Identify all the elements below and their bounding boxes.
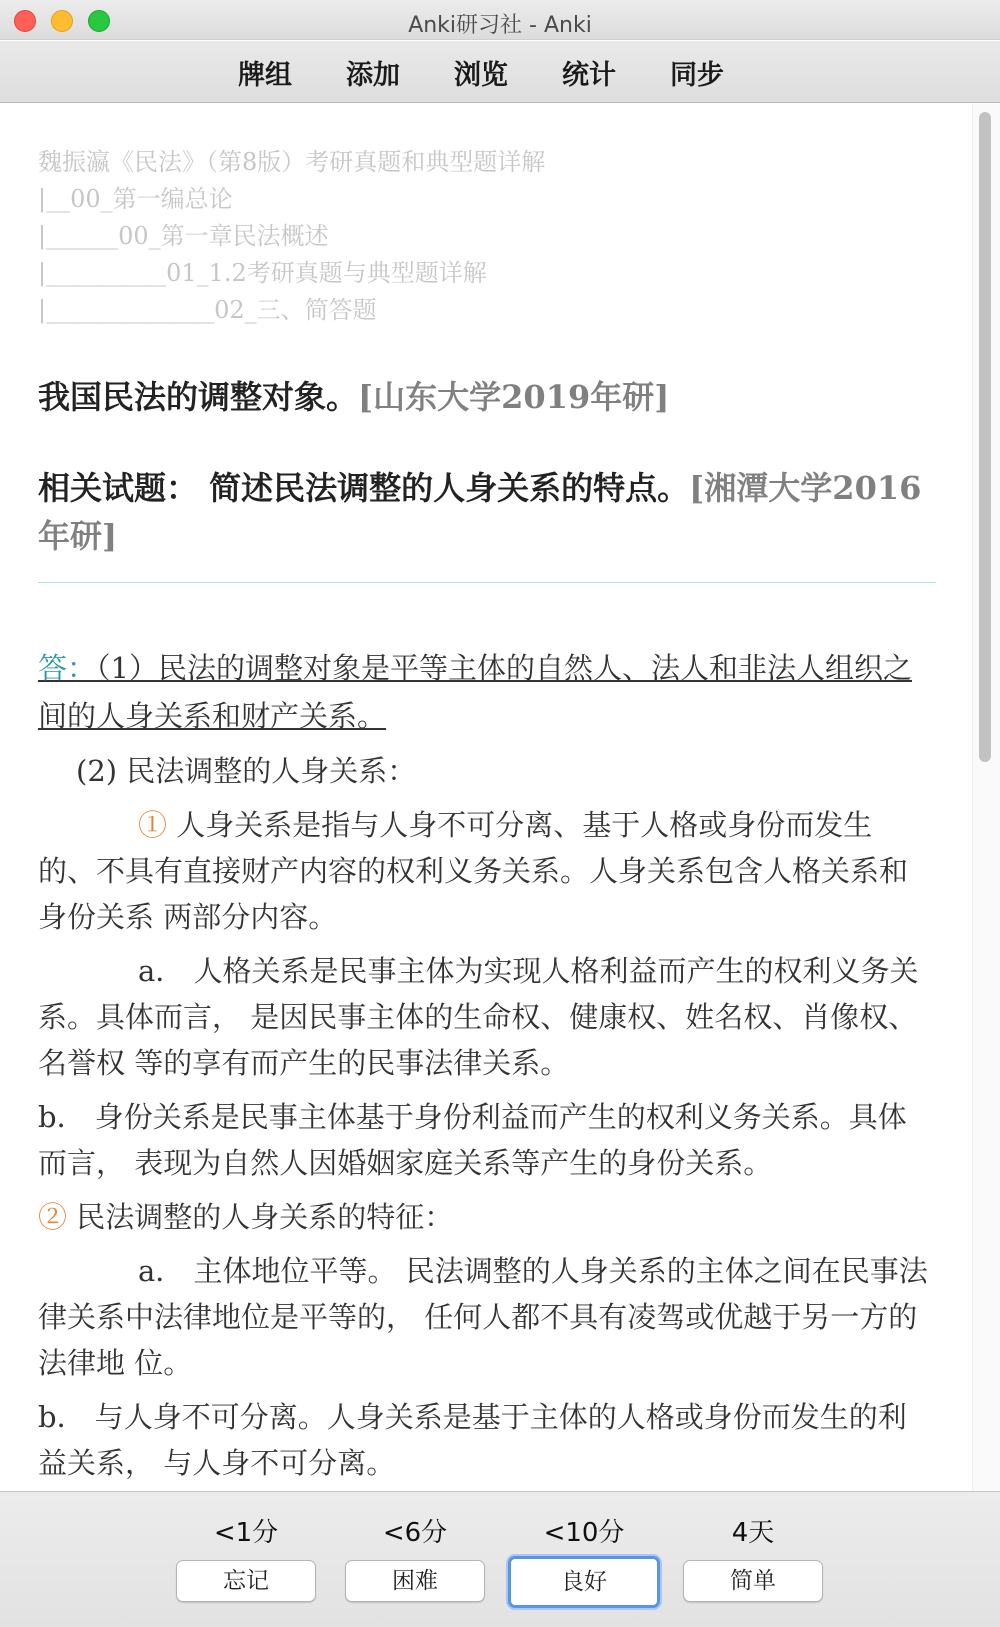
toolbar-add[interactable]: 添加 — [346, 60, 400, 91]
question-text: 我国民法的调整对象。 — [38, 378, 359, 416]
answer-text: 人身关系是指与人身不可分离、基于人格或身份而发生的、不具有直接财产内容的权利义务关系。人身关系包含人格关系和身份关系 两部分内容。 — [38, 808, 909, 934]
toolbar-decks[interactable]: 牌组 — [238, 60, 292, 91]
again-button[interactable]: 忘记 — [176, 1560, 316, 1602]
window-title: Anki研习社 - Anki — [408, 13, 592, 38]
question-source: [山东大学2019年研] — [358, 378, 670, 416]
deck-path-line: |__________01_1.2考研真题与典型题详解 — [38, 259, 487, 287]
deck-path-line: |______________02_三、简答题 — [38, 296, 377, 324]
answer-paragraph-5: b． 身份关系是民事主体基于身份利益而产生的权利义务关系。具体而言， 表现为自然人因婚姻家庭关系等产生的身份关系。 — [38, 1100, 907, 1180]
answer-paragraph-7: a． 主体地位平等。 民法调整的人身关系的主体之间在民事法律关系中法律地位是平等的， 任何人都不具有凌驾或优越于另一方的法律地 位。 — [38, 1254, 928, 1380]
main-toolbar — [0, 41, 1000, 103]
answer-divider — [38, 582, 936, 583]
good-button[interactable]: 良好 — [508, 1556, 660, 1608]
scrollbar-thumb[interactable] — [979, 112, 991, 762]
related-question-text: 相关试题： 简述民法调整的人身关系的特点。 — [38, 469, 690, 507]
answer-text: （1）民法的调整对象是平等主体的自然人、法人和非法人组织之间的人身关系和财产关系。 — [38, 651, 912, 733]
answer-paragraph-2: (2) 民法调整的人身关系： — [76, 754, 417, 788]
circled-two-marker: ② — [38, 1200, 68, 1234]
title-bar — [0, 0, 1000, 40]
interval-easy: 4天 — [731, 1518, 775, 1548]
related-question — [38, 464, 938, 560]
answer-lead: 答： — [38, 651, 97, 685]
circled-one-marker: ① — [138, 808, 168, 842]
deck-path-line: |______00_第一章民法概述 — [38, 222, 329, 250]
toolbar-stats[interactable]: 统计 — [562, 60, 616, 91]
answer-text: 民法调整的人身关系的特征： — [67, 1200, 454, 1234]
related-question-source: [湘潭大学2016年研] — [38, 469, 922, 555]
deck-path — [38, 144, 545, 329]
toolbar-sync[interactable]: 同步 — [670, 60, 724, 91]
deck-path-line: 魏振瀛《民法》（第8版）考研真题和典型题详解 — [38, 148, 546, 176]
hard-button[interactable]: 困难 — [345, 1560, 485, 1602]
easy-button[interactable]: 简单 — [683, 1560, 823, 1602]
answer — [38, 644, 928, 1486]
interval-again: <1分 — [213, 1518, 279, 1548]
answer-paragraph-3 — [38, 802, 928, 940]
deck-path-line: |__00_第一编总论 — [38, 185, 233, 213]
answer-paragraph-6 — [38, 1194, 928, 1240]
question — [38, 372, 669, 418]
scrollbar-track[interactable] — [972, 104, 1000, 1491]
answer-paragraph-1 — [38, 644, 928, 740]
answer-paragraph-8: b． 与人身不可分离。人身关系是基于主体的人格或身份而发生的利益关系， 与人身不可分离。 — [38, 1400, 907, 1480]
interval-good: <10分 — [543, 1518, 625, 1548]
card-view — [0, 104, 1000, 1491]
toolbar-browse[interactable]: 浏览 — [454, 60, 508, 91]
answer-bar — [0, 1491, 1000, 1627]
interval-hard: <6分 — [382, 1518, 448, 1548]
answer-paragraph-4: a． 人格关系是民事主体为实现人格利益而产生的权利义务关系。具体而言， 是因民事主体的生命权、健康权、姓名权、肖像权、名誉权 等的享有而产生的民事法律关系。 — [38, 954, 919, 1080]
